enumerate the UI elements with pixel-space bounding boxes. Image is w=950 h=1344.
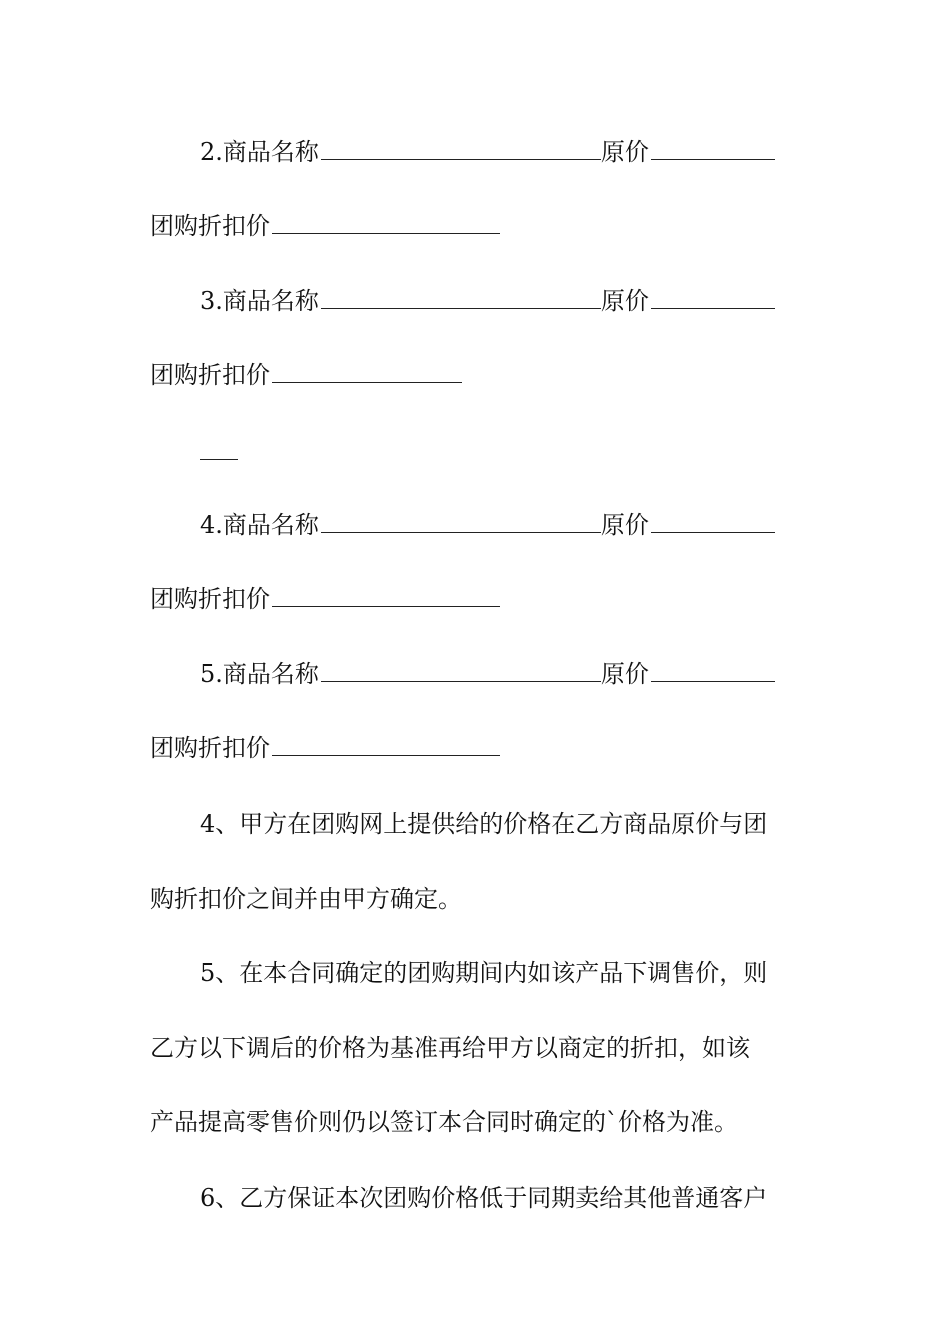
item-row xyxy=(200,510,810,540)
discount-price-label: 团购折扣价 xyxy=(150,212,270,240)
product-name-label: 2.商品名称 xyxy=(200,138,319,166)
discount-row xyxy=(150,360,810,390)
paragraph-line: 产品提高零售价则仍以签订本合同时确定的`价格为准。 xyxy=(150,1108,738,1136)
original-price-label: 原价 xyxy=(600,138,649,166)
product-name-blank xyxy=(321,510,601,533)
discount-row xyxy=(150,733,810,763)
product-name-blank xyxy=(321,659,601,682)
item-row xyxy=(200,137,810,167)
discount-price-blank xyxy=(272,584,500,607)
product-name-label: 5.商品名称 xyxy=(200,660,319,688)
paragraph-line: 5、在本合同确定的团购期间内如该产品下调售价，则 xyxy=(200,959,768,987)
paragraph-line: 4、甲方在团购网上提供给的价格在乙方商品原价与团 xyxy=(200,810,768,838)
paragraph-line: 6、乙方保证本次团购价格低于同期卖给其他普通客户 xyxy=(200,1184,768,1212)
original-price-label: 原价 xyxy=(600,287,649,315)
product-name-blank xyxy=(321,286,601,309)
continuation-blank xyxy=(200,459,238,460)
discount-price-label: 团购折扣价 xyxy=(150,585,270,613)
discount-price-blank xyxy=(272,360,462,383)
item-row xyxy=(200,659,810,689)
discount-price-label: 团购折扣价 xyxy=(150,361,270,389)
product-name-label: 4.商品名称 xyxy=(200,511,319,539)
original-price-label: 原价 xyxy=(600,511,649,539)
discount-row xyxy=(150,211,810,241)
original-price-blank xyxy=(651,286,775,309)
original-price-blank xyxy=(651,137,775,160)
original-price-label: 原价 xyxy=(600,660,649,688)
original-price-blank xyxy=(651,659,775,682)
product-name-blank xyxy=(321,137,601,160)
item-row xyxy=(200,286,810,316)
discount-price-blank xyxy=(272,733,500,756)
paragraph-line: 乙方以下调后的价格为基准再给甲方以商定的折扣，如该 xyxy=(150,1034,750,1062)
original-price-blank xyxy=(651,510,775,533)
product-name-label: 3.商品名称 xyxy=(200,287,319,315)
discount-row xyxy=(150,584,810,614)
paragraph-line: 购折扣价之间并由甲方确定。 xyxy=(150,885,462,913)
discount-price-blank xyxy=(272,211,500,234)
discount-price-label: 团购折扣价 xyxy=(150,734,270,762)
